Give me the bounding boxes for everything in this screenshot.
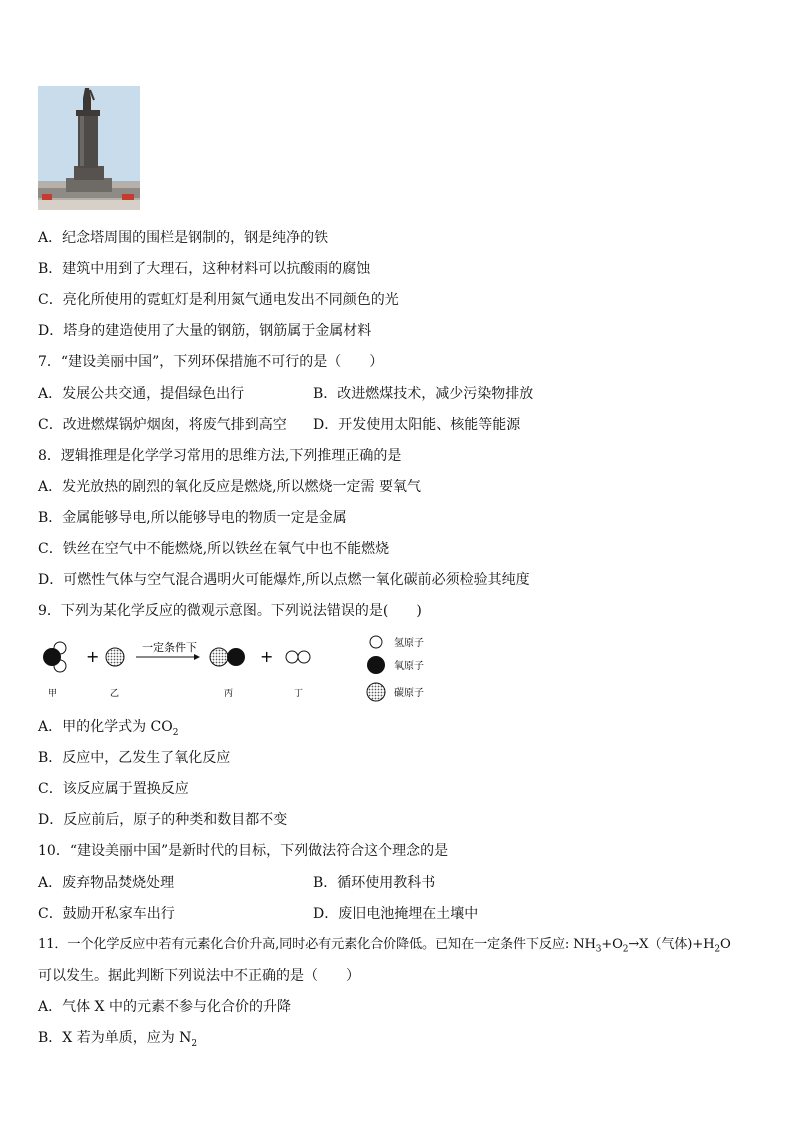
legend-hydrogen-icon (370, 636, 382, 648)
q11-plus-o: +O (601, 937, 623, 952)
reaction-diagram-svg (38, 634, 458, 706)
q11-sub2: 2 (622, 944, 629, 955)
q7-option-c: C．改进燃煤锅炉烟囱，将废气排到高空 (38, 417, 287, 433)
q11-option-b (38, 1029, 197, 1053)
q6-option-a: A．纪念塔周围的围栏是钢制的，钢是纯净的铁 (38, 230, 329, 246)
plus-sign-2: + (260, 647, 274, 666)
q9-option-a (38, 718, 178, 742)
q11-sub2-water: 2 (714, 944, 720, 955)
q7-stem: 7．“建设美丽中国”，下列环保措施不可行的是（ ） (38, 354, 384, 370)
q8-option-b: B．金属能够导电,所以能够导电的物质一定是金属 (38, 510, 347, 526)
q11-stem-line1 (38, 936, 731, 959)
label-ding: 丁 (294, 689, 304, 699)
q11-option-b-sub: 2 (191, 1038, 198, 1049)
q9-option-d: D．反应前后，原子的种类和数目都不变 (38, 812, 288, 828)
q10-option-d: D．废旧电池掩埋在土壤中 (313, 906, 479, 922)
q9-option-b: B．反应中，乙发生了氧化反应 (38, 750, 231, 766)
q7-option-a: A．发展公共交通，提倡绿色出行 (38, 386, 245, 402)
label-bing: 丙 (224, 689, 234, 699)
q10-option-a: A．废弃物品焚烧处理 (38, 875, 175, 891)
q11-option-a: A．气体 X 中的元素不参与化合价的升降 (38, 999, 291, 1015)
legend-hydrogen: 氢原子 (394, 638, 424, 649)
q6-option-c: C．亮化所使用的霓虹灯是利用氮气通电发出不同颜色的光 (38, 292, 399, 308)
monument-image (38, 86, 140, 210)
label-jia: 甲 (48, 689, 58, 699)
legend-oxygen-icon (367, 656, 385, 674)
q8-stem: 8．逻辑推理是化学学习常用的思维方法,下列推理正确的是 (38, 448, 402, 464)
legend-carbon: 碳原子 (394, 688, 424, 699)
monument-photo (38, 86, 140, 210)
molecule-jia-icon (43, 642, 66, 672)
q9-stem: 9．下列为某化学反应的微观示意图。下列说法错误的是( ) (38, 603, 422, 619)
reaction-condition: 一定条件下 (142, 641, 197, 654)
plus-sign-1: + (86, 647, 100, 666)
q8-option-d: D．可燃性气体与空气混合遇明火可能爆炸,所以点燃一氧化碳前必须检验其纯度 (38, 572, 530, 588)
q9-option-c: C．该反应属于置换反应 (38, 781, 189, 797)
reaction-arrow-head-icon (194, 654, 200, 660)
label-yi: 乙 (110, 689, 120, 699)
molecule-ding-icon (286, 651, 310, 663)
molecule-yi-icon (106, 648, 124, 666)
q10-option-c: C．鼓励开私家车出行 (38, 906, 175, 922)
q11-stem-part1: 11．一个化学反应中若有元素化合价升高,同时必有元素化合价降低。已知在一定条件下反应: NH (38, 937, 596, 952)
molecule-bing-icon (210, 648, 245, 666)
q10-stem: 10．“建设美丽中国”是新时代的目标，下列做法符合这个理念的是 (38, 843, 449, 859)
q11-arrow-x: →X（气体)+H (628, 937, 715, 952)
q11-sub3: 3 (595, 944, 602, 955)
legend-carbon-icon (367, 683, 385, 701)
q8-option-c: C．铁丝在空气中不能燃烧,所以铁丝在氧气中也不能燃烧 (38, 541, 390, 557)
q11-stem-line2: 可以发生。据此判断下列说法中不正确的是（ ） (38, 968, 360, 984)
q7-option-b: B．改进燃煤技术，减少污染物排放 (313, 386, 534, 402)
legend-oxygen: 氧原子 (394, 661, 424, 672)
q9-option-a-text: A．甲的化学式为 CO (38, 719, 173, 735)
q10-option-b: B．循环使用教科书 (313, 875, 436, 891)
q6-option-b: B．建筑中用到了大理石，这种材料可以抗酸雨的腐蚀 (38, 261, 371, 277)
reaction-diagram (38, 634, 458, 706)
q9-option-a-sub: 2 (172, 727, 179, 738)
q6-option-d: D．塔身的建造使用了大量的钢筋，钢筋属于金属材料 (38, 323, 372, 339)
q11-option-b-text: B．X 若为单质，应为 N (38, 1030, 192, 1046)
q11-o: O (719, 937, 731, 952)
q8-option-a: A．发光放热的剧烈的氧化反应是燃烧,所以燃烧一定需 要氧气 (38, 479, 422, 495)
q7-option-d: D．开发使用太阳能、核能等能源 (313, 417, 521, 433)
